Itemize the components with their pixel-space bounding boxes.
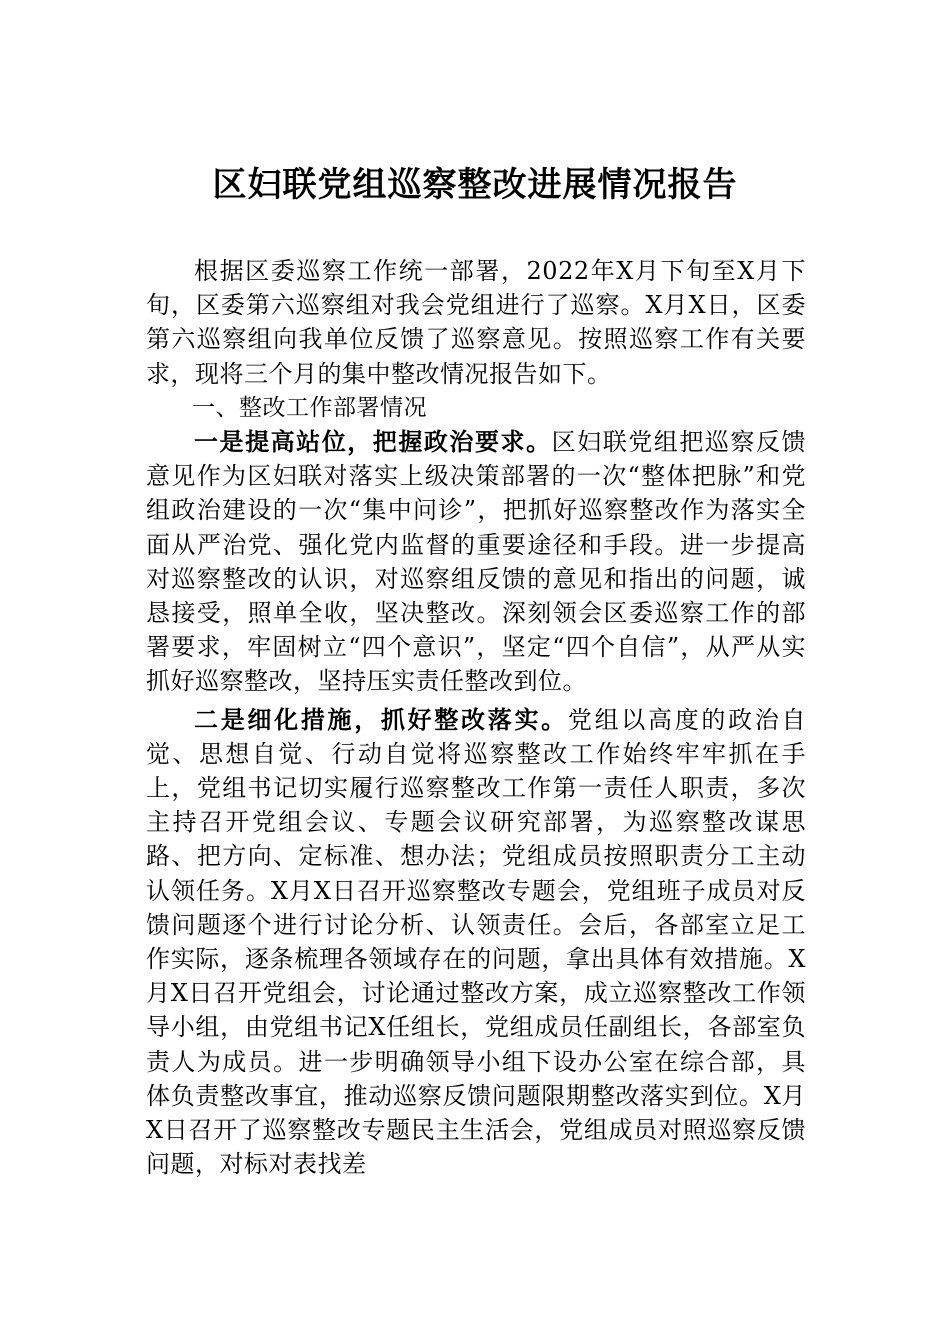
paragraph-1-body: 区妇联党组把巡察反馈意见作为区妇联对落实上级决策部署的一次“整体把脉”和党组政治建设的一次“集中问诊”，把抓好巡察整改作为落实全面从严治党、强化党内监督的重要途径和手段。进一步提高对巡察整改的认识，对巡察组反馈的意见和指出的问题，诚恳接受，照单全收，坚决整改。深刻领会区委巡察工作的部署要求，牢固树立“四个意识”，坚定“四个自信”，从严从实抓好巡察整改，坚持压实责任整改到位。: [146, 428, 806, 696]
paragraph-2-lead: 二是细化措施，抓好整改落实。: [194, 704, 568, 734]
paragraph-2: [146, 703, 806, 1182]
paragraph-1-lead: 一是提高站位，把握政治要求。: [194, 427, 552, 457]
intro-paragraph: 根据区委巡察工作统一部署，2022年X月下旬至X月下旬，区委第六巡察组对我会党组进行了巡察。X月X日，区委第六巡察组向我单位反馈了巡察意见。按照巡察工作有关要求，现将三个月的集中整改情况报告如下。: [146, 257, 806, 388]
paragraph-2-body: 党组以高度的政治自觉、思想自觉、行动自觉将巡察整改工作始终牢牢抓在手上，党组书记切实履行巡察整改工作第一责任人职责，多次主持召开党组会议、专题会议研究部署，为巡察整改谋思路、把方向、定标准、想办法；党组成员按照职责分工主动认领任务。X月X日召开巡察整改专题会，党组班子成员对反馈问题逐个进行讨论分析、认领责任。会后，各部室立足工作实际，逐条梳理各领域存在的问题，拿出具体有效措施。X月X日召开党组会，讨论通过整改方案，成立巡察整改工作领导小组，由党组书记X任组长，党组成员任副组长，各部室负责人为成员。进一步明确领导小组下设办公室在综合部，具体负责整改事宜，推动巡察反馈问题限期整改落实到位。X月X日召开了巡察整改专题民主生活会，党组成员对照巡察反馈问题，对标对表找差: [146, 705, 807, 1179]
section-heading: 一、整改工作部署情况: [192, 394, 427, 421]
document-body: [146, 254, 806, 1181]
paragraph-1: [146, 425, 806, 699]
document-title: 区妇联党组巡察整改进展情况报告: [212, 165, 738, 205]
